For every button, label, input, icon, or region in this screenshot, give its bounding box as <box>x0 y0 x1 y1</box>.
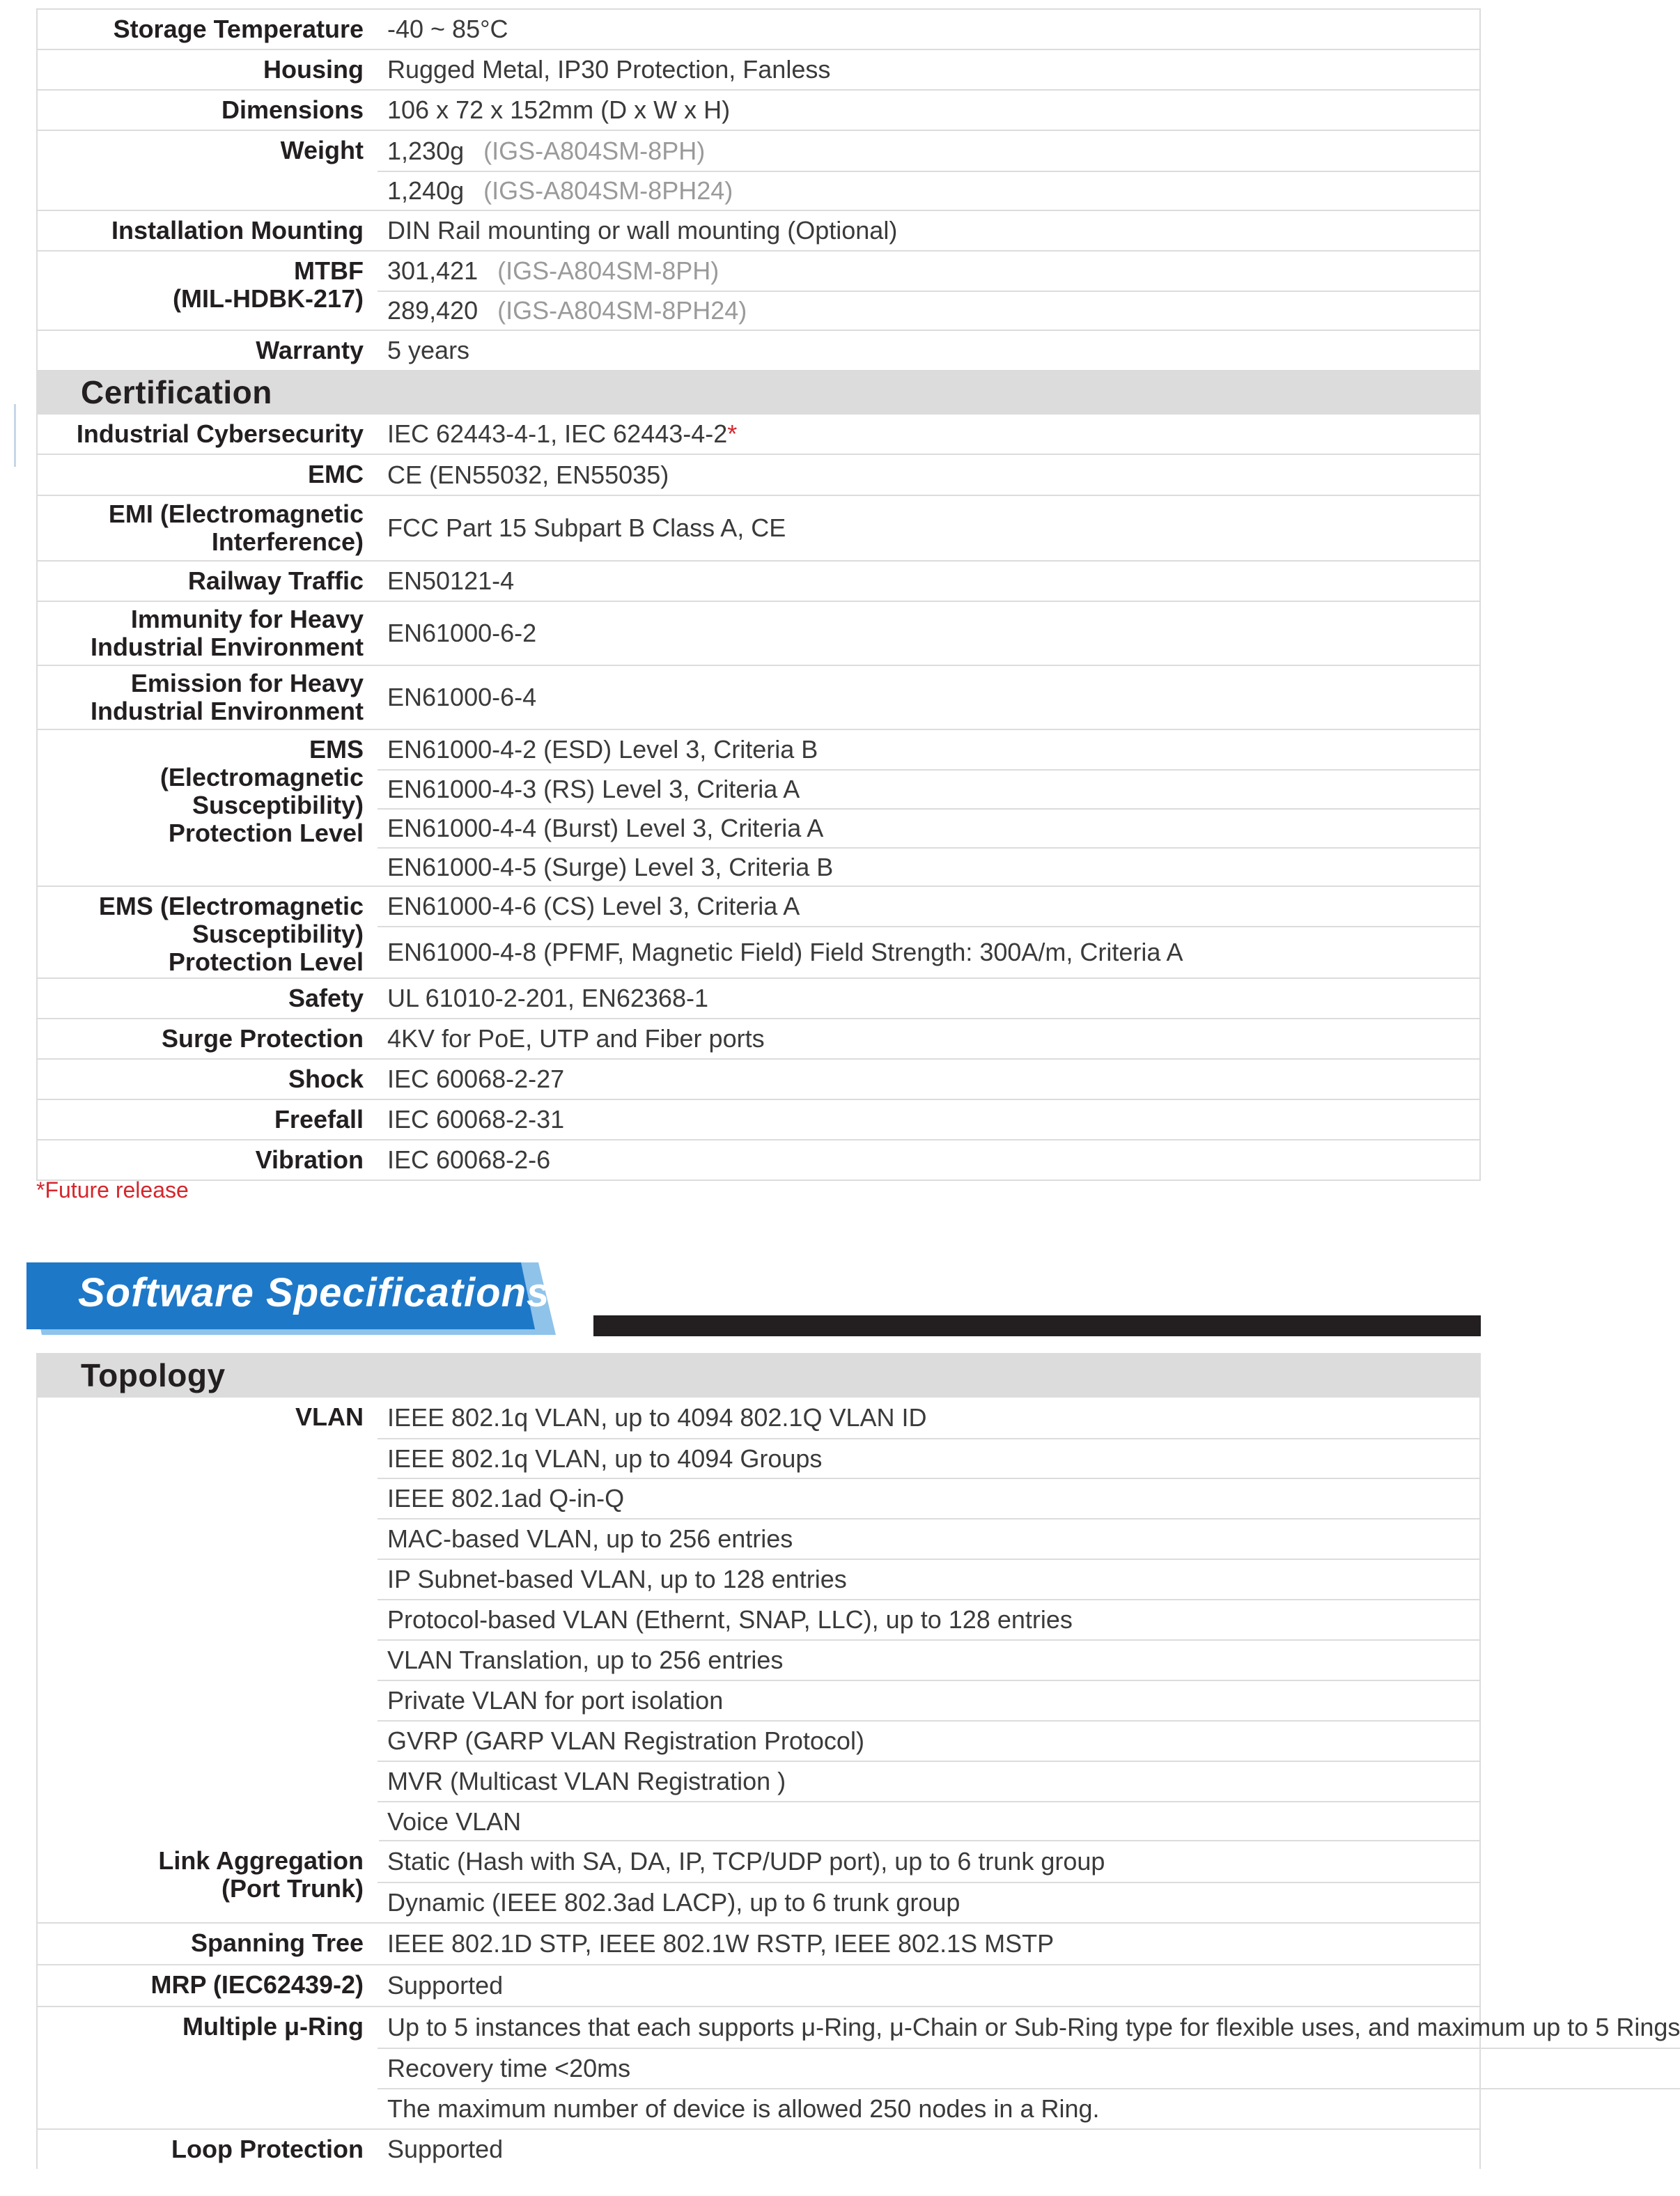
spec-row <box>38 1924 1479 1965</box>
spec-value-text: 1,240g <box>387 176 465 205</box>
spec-values <box>378 331 1479 370</box>
spec-label-line: Dimensions <box>221 95 364 124</box>
spec-value-text: 5 years <box>387 336 470 364</box>
spec-label <box>38 2007 378 2128</box>
hardware-rows <box>38 10 1479 371</box>
spec-value <box>378 2007 1680 2048</box>
spec-value-text: 106 x 72 x 152mm (D x W x H) <box>387 95 731 124</box>
spec-label <box>38 979 378 1018</box>
spec-label-line: Safety <box>288 984 364 1012</box>
spec-value <box>378 1060 1479 1099</box>
spec-row <box>38 496 1479 562</box>
spec-values <box>378 666 1479 729</box>
spec-row <box>38 10 1479 50</box>
spec-value <box>378 1478 1479 1518</box>
spec-value-text: FCC Part 15 Subpart B Class A, CE <box>387 513 786 542</box>
spec-value <box>378 1100 1479 1139</box>
spec-row <box>38 602 1479 666</box>
spec-label <box>38 730 378 886</box>
spec-label-line: Warranty <box>256 336 364 364</box>
spec-value-text: EN61000-4-6 (CS) Level 3, Criteria A <box>387 892 800 920</box>
spec-label-line: EMI (Electromagnetic <box>108 500 364 528</box>
spec-value-text: CE (EN55032, EN55035) <box>387 460 669 489</box>
spec-label-line: Industrial Environment <box>90 697 364 725</box>
spec-label <box>38 10 378 49</box>
spec-value-text: EN61000-4-4 (Burst) Level 3, Criteria A <box>387 814 824 842</box>
spec-label-line: Housing <box>263 55 364 84</box>
spec-label-line: Storage Temperature <box>113 15 364 43</box>
spec-value <box>378 1518 1479 1559</box>
topology-title: Topology <box>81 1357 226 1393</box>
spec-label <box>38 666 378 729</box>
spec-value <box>378 926 1479 977</box>
spec-value <box>378 1882 1479 1922</box>
model-name: (IGS-A804SM-8PH) <box>483 136 706 165</box>
spec-value <box>378 602 1479 665</box>
spec-row <box>38 252 1479 331</box>
spec-row <box>38 331 1479 371</box>
spec-value-text: Supported <box>387 1971 504 2000</box>
spec-values <box>378 252 1479 330</box>
spec-value <box>378 666 1479 729</box>
spec-row <box>38 1019 1479 1060</box>
spec-values <box>378 496 1479 560</box>
software-rows <box>38 1398 1680 2169</box>
spec-label <box>38 91 378 130</box>
spec-label <box>38 131 378 210</box>
spec-label-line: Immunity for Heavy <box>130 605 364 633</box>
spec-row <box>38 1060 1479 1100</box>
spec-label-line: Protection Level <box>168 948 364 976</box>
spec-row <box>38 887 1479 979</box>
spec-row <box>38 1965 1479 2007</box>
spec-label-line: Susceptibility) <box>192 920 364 948</box>
spec-values <box>378 10 1479 49</box>
spec-row <box>38 1100 1479 1140</box>
spec-label-line: Weight <box>280 136 364 164</box>
spec-value <box>378 1398 1479 1438</box>
spec-value-text: IEC 62443-4-1, IEC 62443-4-2 <box>387 419 728 448</box>
spec-value <box>378 252 1479 291</box>
spec-label-line: Railway Traffic <box>187 566 364 595</box>
spec-values <box>378 562 1479 601</box>
spec-values <box>378 131 1479 210</box>
spec-row <box>38 91 1479 131</box>
spec-values <box>378 2007 1680 2128</box>
spec-value-text: Recovery time <20ms <box>387 2054 631 2082</box>
spec-value <box>378 50 1479 89</box>
spec-label <box>38 1140 378 1180</box>
spec-label-line: Industrial Cybersecurity <box>76 419 364 448</box>
spec-label-line: Protection Level <box>168 819 364 847</box>
spec-value-text: Protocol-based VLAN (Ethernt, SNAP, LLC), up to 128 entries <box>387 1605 1073 1634</box>
spec-value <box>378 1924 1479 1964</box>
footnote: *Future release <box>36 1177 189 1203</box>
spec-value <box>378 1559 1479 1599</box>
spec-values <box>378 211 1479 250</box>
spec-values <box>378 1841 1479 1922</box>
page-edge-mark <box>14 404 16 467</box>
spec-value-text: IEEE 802.1ad Q-in-Q <box>387 1484 625 1513</box>
spec-row <box>38 455 1479 496</box>
spec-label-line: Vibration <box>255 1145 364 1174</box>
spec-value <box>378 1720 1479 1761</box>
spec-value <box>378 2048 1680 2088</box>
spec-value <box>378 769 1479 808</box>
spec-label <box>38 2130 378 2169</box>
spec-value-text: IEEE 802.1D STP, IEEE 802.1W RSTP, IEEE 802.1S MSTP <box>387 1929 1055 1958</box>
spec-value <box>378 1761 1479 1801</box>
spec-row <box>38 2007 1680 2130</box>
spec-value-text: Supported <box>387 2135 504 2163</box>
spec-value <box>378 1801 1479 1841</box>
certification-rows <box>38 415 1479 1181</box>
spec-value-text: MAC-based VLAN, up to 256 entries <box>387 1524 793 1553</box>
spec-label <box>38 50 378 89</box>
spec-values <box>378 455 1479 495</box>
spec-row <box>38 730 1479 887</box>
spec-label <box>38 1060 378 1099</box>
spec-label-line: (MIL-HDBK-217) <box>173 284 364 313</box>
spec-label <box>38 455 378 495</box>
future-release-mark: * <box>727 419 738 448</box>
spec-label-line: Freefall <box>274 1105 364 1134</box>
spec-values <box>378 1060 1479 1099</box>
spec-value-text: MVR (Multicast VLAN Registration ) <box>387 1767 786 1795</box>
spec-label-line: Multiple μ-Ring <box>182 2012 364 2041</box>
spec-value <box>378 211 1479 250</box>
spec-row <box>38 2130 1479 2169</box>
spec-value <box>378 1438 1479 1478</box>
spec-value <box>378 730 1479 769</box>
spec-label-line: (Electromagnetic <box>160 763 364 791</box>
spec-value <box>378 2130 1479 2169</box>
spec-label-line: MTBF <box>294 256 364 285</box>
spec-label-line: Spanning Tree <box>190 1928 364 1957</box>
spec-value-text: EN61000-4-8 (PFMF, Magnetic Field) Field Strength: 300A/m, Criteria A <box>387 938 1183 966</box>
spec-value-text: Voice VLAN <box>387 1807 522 1836</box>
spec-label <box>38 1841 378 1922</box>
spec-label <box>38 1019 378 1058</box>
spec-value-text: -40 ~ 85°C <box>387 15 508 43</box>
spec-value-text: IEEE 802.1q VLAN, up to 4094 802.1Q VLAN ID <box>387 1403 927 1432</box>
spec-label-line: Interference) <box>211 527 364 556</box>
spec-label <box>38 1100 378 1139</box>
spec-row <box>38 211 1479 252</box>
spec-values <box>378 415 1479 454</box>
spec-value <box>378 979 1479 1018</box>
spec-label-line: Emission for Heavy <box>130 669 364 697</box>
spec-values <box>378 602 1479 665</box>
spec-value-text: Up to 5 instances that each supports μ-Ring, μ-Chain or Sub-Ring type for flexible uses, and maximum up to 5 Rings <box>387 2013 1680 2041</box>
spec-value <box>378 171 1479 210</box>
spec-label <box>38 562 378 601</box>
spec-label-line: EMS <box>309 735 364 764</box>
spec-value-text: EN61000-6-4 <box>387 683 537 711</box>
software-specifications-title: Software Specifications <box>78 1270 550 1315</box>
spec-value <box>378 1140 1479 1180</box>
spec-row <box>38 979 1479 1019</box>
spec-value-text: 4KV for PoE, UTP and Fiber ports <box>387 1024 765 1053</box>
spec-label-line: Installation Mounting <box>111 216 364 245</box>
spec-value <box>378 847 1479 886</box>
spec-label <box>38 887 378 977</box>
spec-label <box>38 331 378 370</box>
spec-value-text: VLAN Translation, up to 256 entries <box>387 1646 784 1674</box>
spec-value <box>378 91 1479 130</box>
spec-value <box>378 2088 1680 2128</box>
spec-label-line: MRP (IEC62439-2) <box>150 1970 364 1999</box>
model-name: (IGS-A804SM-8PH24) <box>483 176 733 205</box>
spec-value-text: IEEE 802.1q VLAN, up to 4094 Groups <box>387 1444 823 1473</box>
spec-value-text: EN61000-4-2 (ESD) Level 3, Criteria B <box>387 735 818 764</box>
spec-value-text: UL 61010-2-201, EN62368-1 <box>387 984 708 1012</box>
spec-value <box>378 1599 1479 1639</box>
spec-values <box>378 1965 1479 2006</box>
spec-label-line: EMS (Electromagnetic <box>98 892 364 920</box>
spec-label <box>38 415 378 454</box>
banner-rule <box>593 1315 1481 1336</box>
spec-values <box>378 1100 1479 1139</box>
spec-values <box>378 979 1479 1018</box>
spec-value <box>378 1639 1479 1680</box>
spec-value <box>378 455 1479 495</box>
hardware-spec-table <box>36 8 1481 1181</box>
spec-value-text: EN61000-4-5 (Surge) Level 3, Criteria B <box>387 852 834 881</box>
spec-label-line: Surge Protection <box>161 1024 364 1053</box>
spec-value-text: Rugged Metal, IP30 Protection, Fanless <box>387 55 831 84</box>
spec-value <box>378 562 1479 601</box>
spec-values <box>378 50 1479 89</box>
spec-label-line: (Port Trunk) <box>221 1874 364 1903</box>
spec-value <box>378 331 1479 370</box>
model-name: (IGS-A804SM-8PH) <box>497 256 720 285</box>
spec-value <box>378 10 1479 49</box>
spec-label <box>38 211 378 250</box>
spec-row <box>38 666 1479 730</box>
software-spec-table <box>36 1353 1680 2169</box>
spec-value-text: Private VLAN for port isolation <box>387 1686 724 1715</box>
spec-value <box>378 887 1479 926</box>
spec-value-text: EN50121-4 <box>387 566 515 595</box>
spec-value <box>378 1841 1479 1882</box>
spec-label-line: Loop Protection <box>171 2135 364 2163</box>
spec-row <box>38 131 1479 211</box>
spec-value <box>378 496 1479 560</box>
spec-values <box>378 887 1479 977</box>
spec-label <box>38 252 378 330</box>
spec-value <box>378 291 1479 330</box>
spec-values <box>378 91 1479 130</box>
spec-row <box>38 1398 1479 1841</box>
spec-value-text: EN61000-4-3 (RS) Level 3, Criteria A <box>387 775 800 803</box>
spec-value-text: DIN Rail mounting or wall mounting (Optional) <box>387 216 898 245</box>
spec-value-text: IEC 60068-2-27 <box>387 1065 565 1093</box>
certification-title: Certification <box>81 374 272 410</box>
spec-value <box>378 131 1479 171</box>
spec-value-text: IP Subnet-based VLAN, up to 128 entries <box>387 1565 847 1593</box>
spec-value <box>378 415 1479 454</box>
spec-label-line: Shock <box>288 1065 364 1093</box>
spec-label <box>38 1924 378 1964</box>
spec-label <box>38 602 378 665</box>
spec-label <box>38 496 378 560</box>
spec-value-text: IEC 60068-2-31 <box>387 1105 565 1134</box>
spec-value <box>378 808 1479 847</box>
spec-value-text: Dynamic (IEEE 802.3ad LACP), up to 6 trunk group <box>387 1888 960 1917</box>
spec-value-text: The maximum number of device is allowed 250 nodes in a Ring. <box>387 2094 1100 2123</box>
spec-values <box>378 1140 1479 1180</box>
spec-values <box>378 730 1479 886</box>
spec-label-line: EMC <box>308 460 364 488</box>
spec-row <box>38 1841 1479 1924</box>
spec-value-text: 289,420 <box>387 296 479 325</box>
spec-row <box>38 50 1479 91</box>
spec-values <box>378 1019 1479 1058</box>
spec-value-text: GVRP (GARP VLAN Registration Protocol) <box>387 1726 864 1755</box>
spec-value <box>378 1019 1479 1058</box>
spec-label-line: VLAN <box>295 1402 364 1431</box>
spec-values <box>378 2130 1479 2169</box>
spec-value-text: 1,230g <box>387 136 465 165</box>
spec-value <box>378 1680 1479 1720</box>
spec-label-line: Industrial Environment <box>90 633 364 661</box>
model-name: (IGS-A804SM-8PH24) <box>497 296 747 325</box>
spec-label-line: Link Aggregation <box>158 1846 364 1875</box>
spec-value-text: EN61000-6-2 <box>387 619 537 647</box>
spec-label <box>38 1398 378 1841</box>
spec-label <box>38 1965 378 2006</box>
certification-section-header <box>38 371 1479 415</box>
spec-row <box>38 415 1479 455</box>
topology-section-header <box>38 1354 1479 1398</box>
spec-value <box>378 1965 1479 2006</box>
spec-row <box>38 562 1479 602</box>
spec-row <box>38 1140 1479 1181</box>
spec-value-text: IEC 60068-2-6 <box>387 1145 551 1174</box>
spec-values <box>378 1924 1479 1964</box>
spec-value-text: Static (Hash with SA, DA, IP, TCP/UDP port), up to 6 trunk group <box>387 1847 1105 1876</box>
spec-values <box>378 1398 1479 1841</box>
spec-label-line: Susceptibility) <box>192 791 364 819</box>
spec-value-text: 301,421 <box>387 256 479 285</box>
